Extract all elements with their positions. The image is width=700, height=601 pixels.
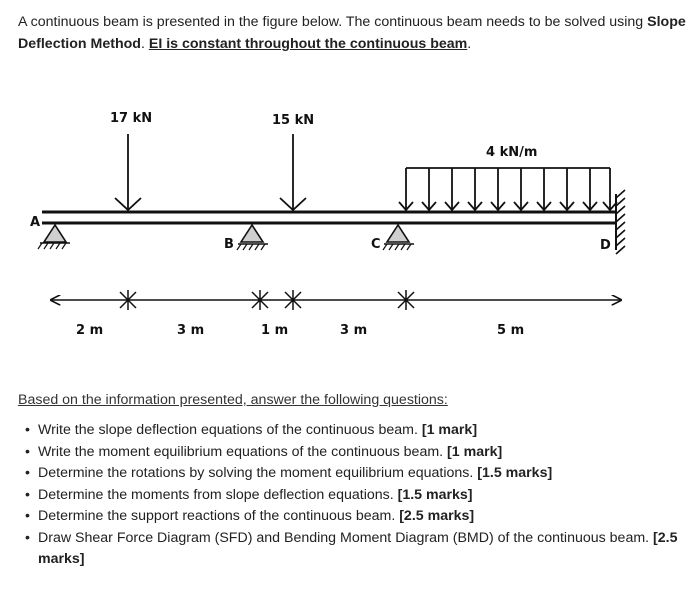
support-d-fixed <box>616 190 625 254</box>
intro-text-2: . <box>140 36 149 52</box>
questions-list <box>18 420 682 571</box>
question-text: Write the slope deflection equations of the continuous beam. <box>38 422 422 438</box>
questions-heading: Based on the information presented, answer the following questions: <box>18 392 448 408</box>
dim-2m: 2 m <box>76 323 104 338</box>
support-c-roller <box>383 225 414 250</box>
beam <box>42 212 615 223</box>
question-item <box>18 528 682 571</box>
question-text: Draw Shear Force Diagram (SFD) and Bending Moment Diagram (BMD) of the continuous beam. <box>38 529 654 546</box>
load-17kn-label: 17 kN <box>110 111 153 126</box>
question-marks: [1 mark] <box>447 443 503 460</box>
dim-5m: 5 m <box>497 323 525 338</box>
ei-statement: EI is constant throughout the continuous beam <box>148 36 468 52</box>
bullet-icon: • <box>25 422 30 438</box>
question-marks: [1.5 marks] <box>477 465 553 481</box>
support-d-label: D <box>600 238 611 253</box>
udl-load <box>399 168 617 210</box>
method-name: Slope Deflection Method <box>18 14 686 52</box>
bullet-icon: • <box>25 486 30 503</box>
question-item <box>18 506 682 528</box>
udl-label: 4 kN/m <box>486 145 538 160</box>
question-text: Determine the moments from slope deflection equations. <box>38 486 398 503</box>
dim-3m-1: 3 m <box>177 323 205 338</box>
dimension-line <box>52 290 620 310</box>
question-text: Determine the rotations by solving the moment equilibrium equations. <box>38 465 478 481</box>
dim-3m-2: 3 m <box>340 323 368 338</box>
intro-text-1: A continuous beam is presented in the figure below. The continuous beam needs to be solved using <box>18 14 648 30</box>
question-text: Write the moment equilibrium equations of the continuous beam. <box>38 443 448 460</box>
question-marks: [2.5 marks] <box>399 508 475 524</box>
bullet-icon: • <box>25 465 30 481</box>
bullet-icon: • <box>25 443 30 460</box>
dim-1m: 1 m <box>261 323 289 338</box>
question-marks: [2.5 marks] <box>38 529 678 567</box>
intro-text-3: . <box>467 36 472 52</box>
beam-diagram <box>0 90 700 360</box>
load-15kn-label: 15 kN <box>272 113 315 128</box>
question-item <box>18 420 682 442</box>
support-a-pin <box>38 225 70 249</box>
question-marks: [1 mark] <box>421 422 478 438</box>
support-b-roller <box>237 225 268 250</box>
question-item <box>18 485 682 507</box>
bullet-icon: • <box>25 529 30 546</box>
support-a-label: A <box>30 215 41 230</box>
question-marks: [1.5 marks] <box>397 486 473 503</box>
intro-paragraph <box>18 11 688 55</box>
question-item <box>18 463 682 485</box>
support-c-label: C <box>371 237 381 252</box>
point-load-arrow-2 <box>280 134 306 210</box>
bullet-icon: • <box>25 508 30 524</box>
support-b-label: B <box>224 237 234 252</box>
question-item <box>18 442 682 464</box>
question-text: Determine the support reactions of the continuous beam. <box>38 508 400 524</box>
point-load-arrow-1 <box>115 134 141 210</box>
